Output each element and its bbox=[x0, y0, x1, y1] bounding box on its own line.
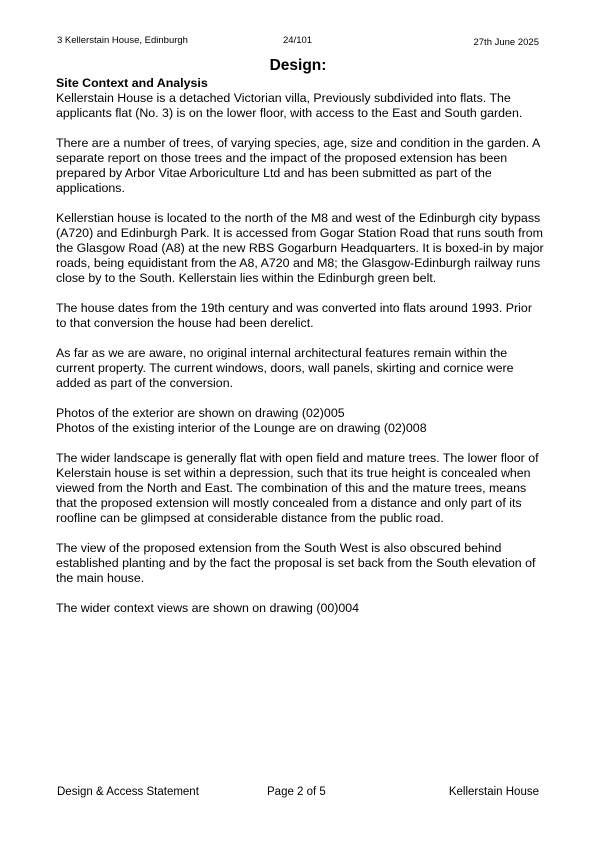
paragraph-internal-features: As far as we are aware, no original internal architectural features remain within the current property. The current windows, doors, wall panels, skirting and cornice were added as part of the conversion. bbox=[56, 346, 514, 390]
page-footer bbox=[57, 785, 539, 800]
photo-ref-exterior: Photos of the exterior are shown on drawing (02)005 bbox=[56, 406, 345, 420]
paragraph-south-west-view: The view of the proposed extension from the South West is also obscured behind established planting and by the fact the proposal is set back from the South elevation of the main house. bbox=[56, 541, 536, 585]
body-content bbox=[56, 76, 544, 631]
paragraph-context-views: The wider context views are shown on drawing (00)004 bbox=[56, 601, 360, 615]
section-heading: Site Context and Analysis bbox=[56, 76, 208, 90]
footer-page-number: Page 2 of 5 bbox=[267, 786, 326, 798]
page-title: Design: bbox=[269, 57, 327, 74]
paragraph-landscape: The wider landscape is generally flat with open field and mature trees. The lower floor of Kelerstain house is set within a depression, such that its true height is concealed when viewed from the North and East. The combination of this and the mature trees, means that the proposed extension will mostly concealed from a distance and only part of its roofline can be glimpsed at considerable distance from the public road. bbox=[56, 451, 539, 525]
header-sheet-number: 24/101 bbox=[283, 35, 313, 46]
page-header bbox=[57, 34, 539, 48]
paragraph-site-description: Kellerstain House is a detached Victorian villa, Previously subdivided into flats. The applicants flat (No. 3) is on the lower floor, with access to the East and South garden. bbox=[56, 91, 523, 120]
paragraph-location: Kellerstian house is located to the north of the M8 and west of the Edinburgh city bypass (A720) and Edinburgh Park. It is accessed from Gogar Station Road that runs south from the Glasgow Road (A8) at the new RBS Gogarburn Headquarters. It is boxed-in by major roads, being equidistant from the A8, A720 and M8; the Glasgow-Edinburgh railway runs close by to the South. Kellerstain lies within the Edinburgh green belt. bbox=[56, 211, 544, 285]
footer-document-name: Design & Access Statement bbox=[57, 786, 199, 798]
paragraph-trees: There are a number of trees, of varying species, age, size and condition in the garden. A separate report on those trees and the impact of the proposed extension has been prepared by Arbor Vitae Arboriculture Ltd and has been submitted as part of the applications. bbox=[56, 136, 540, 195]
footer-project-name: Kellerstain House bbox=[448, 786, 539, 798]
paragraph-history: The house dates from the 19th century and was converted into flats around 1993. Prior to that conversion the house had been derelict. bbox=[56, 301, 532, 330]
photo-ref-interior: Photos of the existing interior of the Lounge are on drawing (02)008 bbox=[56, 421, 427, 435]
header-date: 27th June 2025 bbox=[473, 37, 539, 48]
header-address: 3 Kellerstain House, Edinburgh bbox=[57, 35, 188, 46]
